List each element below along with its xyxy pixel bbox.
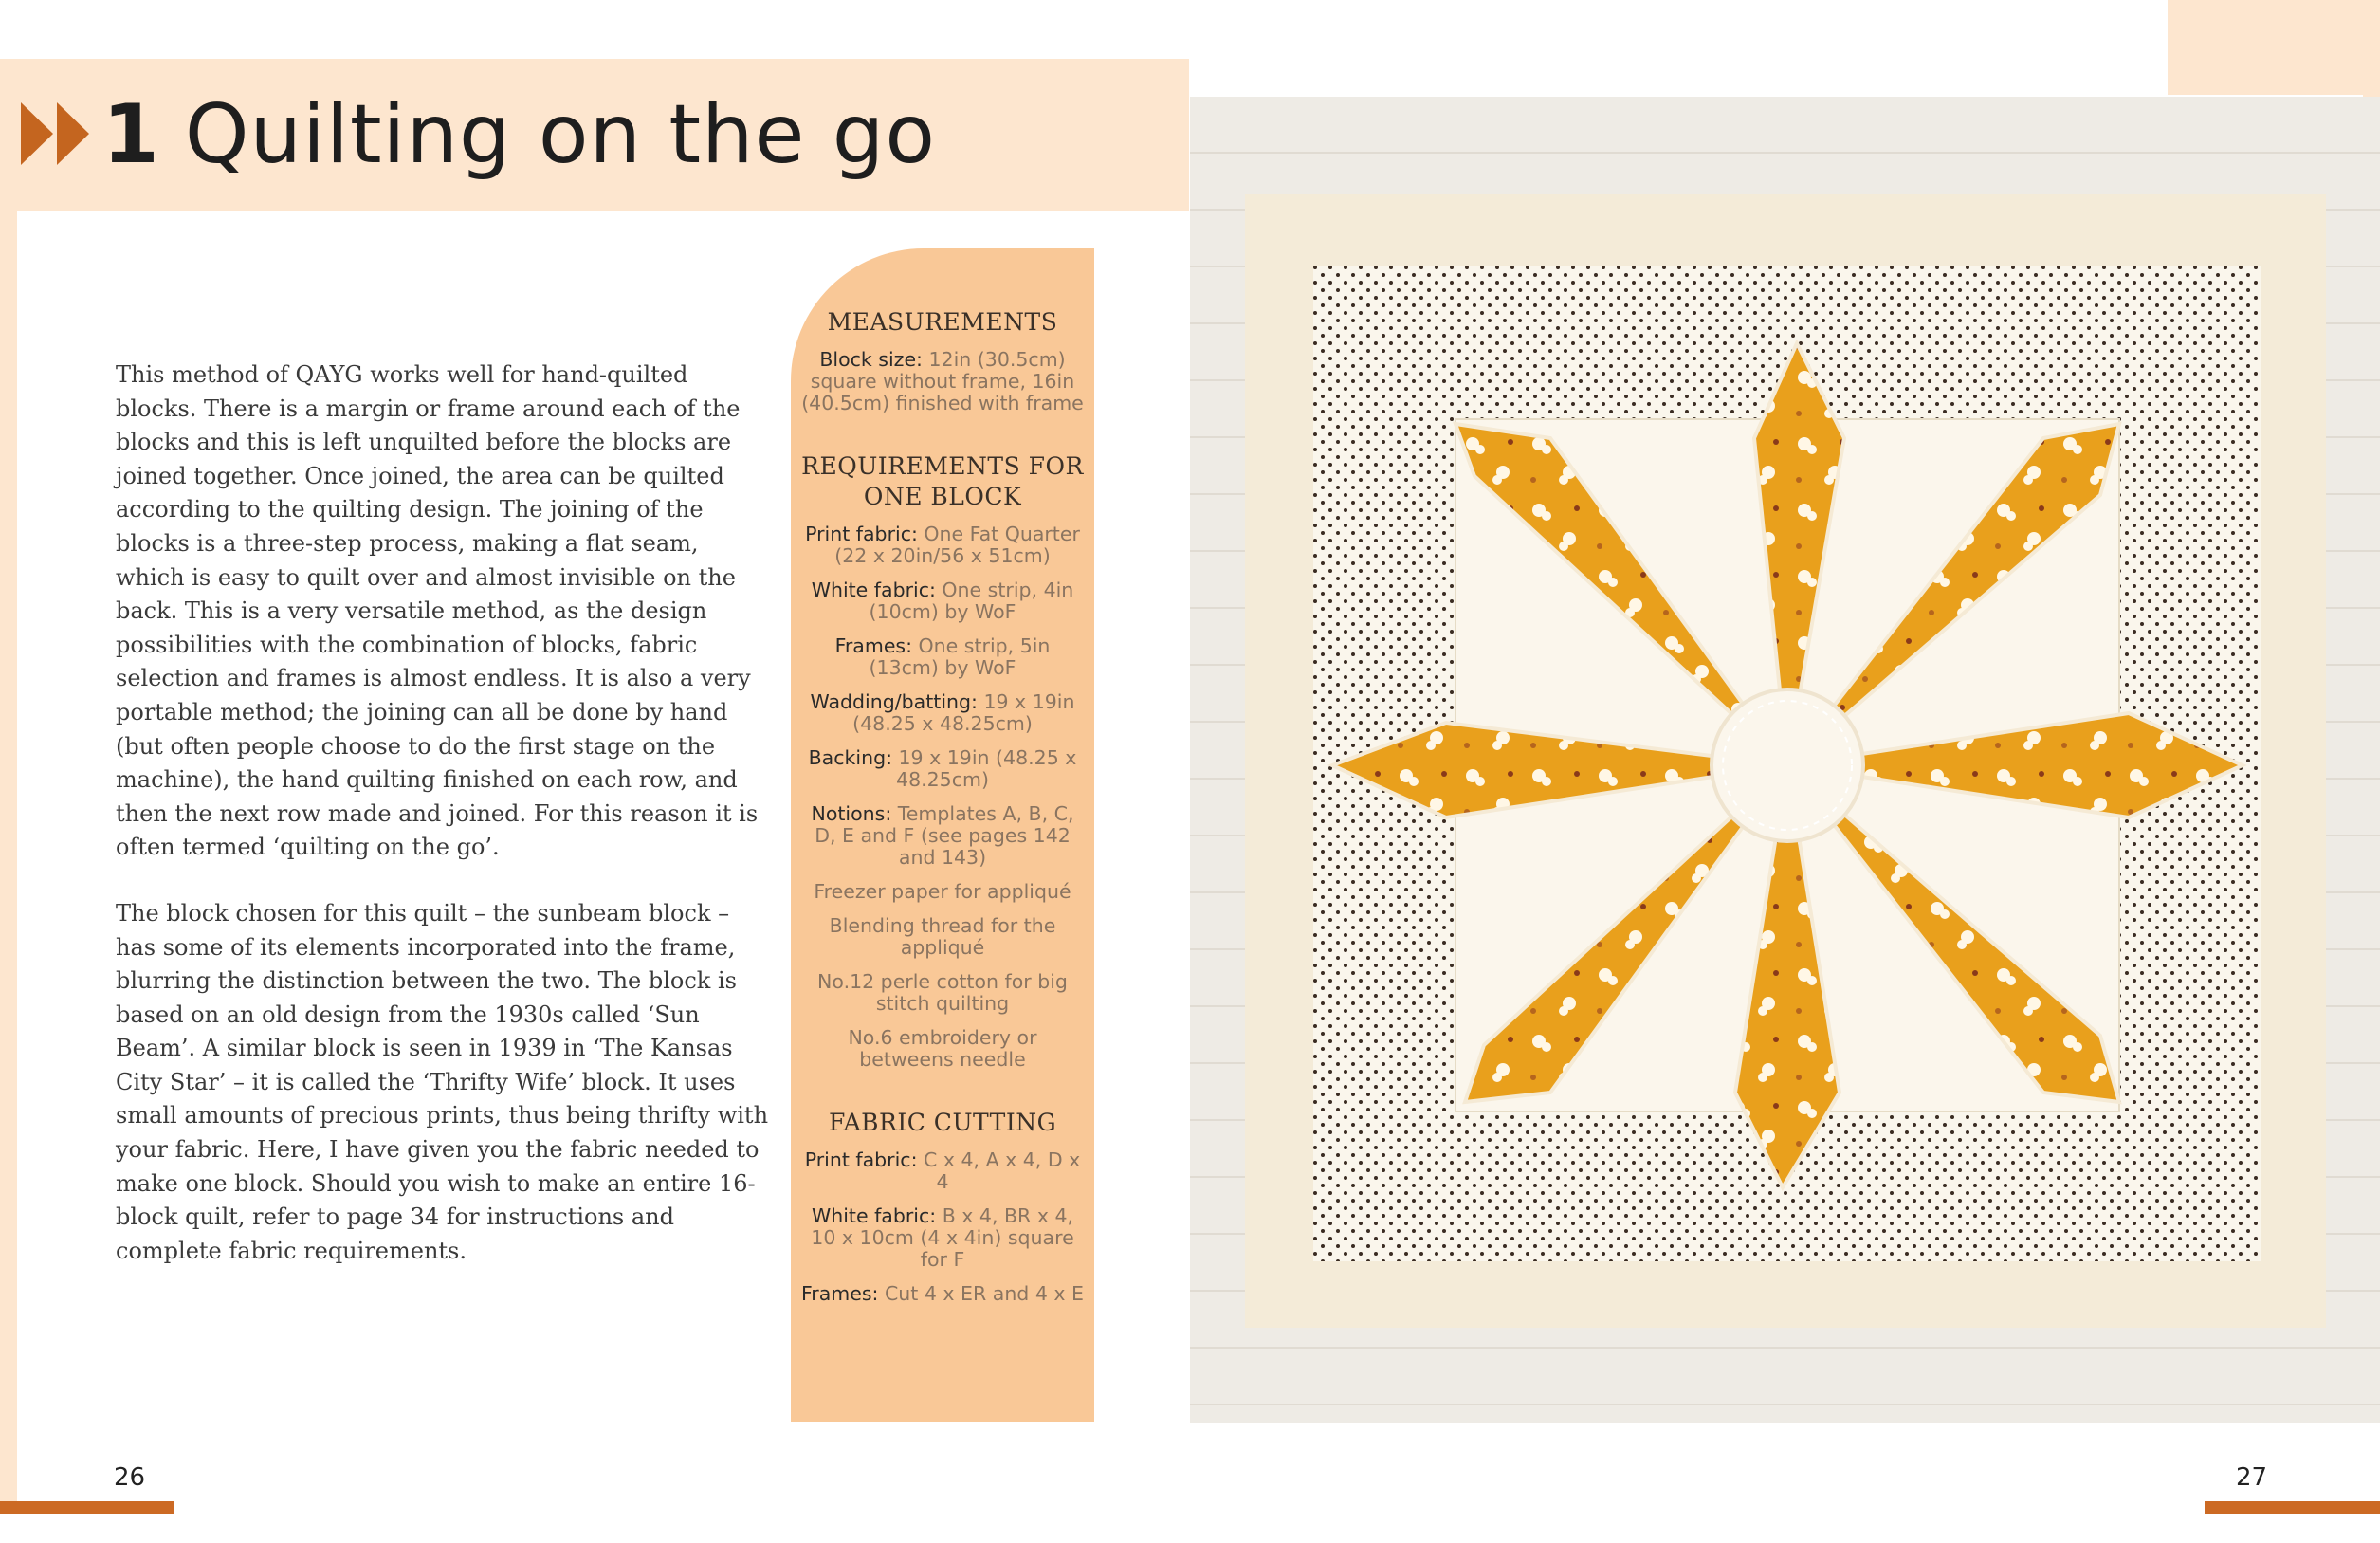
footer-bar-right — [2205, 1501, 2380, 1514]
item-value: 19 x 19in (48.25 x 48.25cm) — [892, 746, 1077, 791]
item-value: One strip, 5in (13cm) by WoF — [869, 634, 1051, 679]
item-label: Backing: — [808, 746, 892, 769]
item-label: Print fabric: — [804, 1148, 918, 1171]
item-value: 19 x 19in (48.25 x 48.25cm) — [852, 690, 1075, 735]
requirement-item — [800, 524, 1085, 567]
item-value: Cut 4 x ER and 4 x E — [878, 1282, 1084, 1305]
paragraph: This method of QAYG works well for hand-quilted blocks. There is a margin or frame around each of the blocks and this is left unquilted before the blocks are joined together. Once joined, the area can be quilted according to the quilting design. The joining of the blocks is a three-step process, making a flat seam, which is easy to quilt over and almost invisible on the back. This is a very versatile method, as the design possibilities with the combination of blocks, fabric selection and frames is almost endless. It is also a very portable method; the joining can all be done by hand (but often people choose to do the first stage on the machine), the hand quilting finished on each row, and then the next row made and joined. For this reason it is often termed ‘quilting on the go’. — [116, 361, 759, 861]
requirement-extra: Freezer paper for appliqué — [814, 880, 1071, 903]
measurements-heading: MEASUREMENTS — [827, 308, 1058, 336]
quilt-block-photo — [1190, 97, 2380, 1423]
requirement-item — [800, 691, 1085, 735]
item-label: Wadding/batting: — [810, 690, 978, 713]
item-label: Frames: — [800, 1282, 879, 1305]
item-label: White fabric: — [811, 1204, 937, 1227]
requirements-sidebar — [791, 248, 1094, 1422]
item-label: Notions: — [811, 802, 892, 825]
requirements-heading: REQUIREMENTS FOR ONE BLOCK — [801, 452, 1084, 510]
page-number-left: 26 — [114, 1463, 146, 1492]
paragraph: The block chosen for this quilt – the sunbeam block – has some of its elements incorporated into the frame, blurring the distinction between the two. The block is based on an old design from the 1930s called ‘Sun Beam’. A similar block is seen in 1939 in ‘The Kansas City Star’ – it is called the ‘Thrifty Wife’ block. It uses small amounts of precious prints, thus being thrifty with your fabric. Here, I have given you the fabric needed to make one block. Should you wish to make an entire 16-block quilt, refer to page 34 for instructions and complete fabric requirements. — [116, 899, 769, 1264]
requirement-extra: No.12 perle cotton for big stitch quilting — [817, 970, 1068, 1015]
left-margin-strip — [0, 59, 17, 1507]
chapter-number: 1 — [102, 87, 160, 182]
requirement-extra: No.6 embroidery or betweens needle — [848, 1026, 1037, 1071]
double-chevron-right-icon — [21, 102, 97, 165]
item-value: B x 4, BR x 4, 10 x 10cm (4 x 4in) square for F — [811, 1204, 1074, 1271]
item-value: One Fat Quarter (22 x 20in/56 x 51cm) — [834, 523, 1080, 567]
corner-accent — [2168, 0, 2380, 95]
cutting-heading: FABRIC CUTTING — [828, 1109, 1057, 1136]
page-number-right: 27 — [2236, 1463, 2268, 1492]
item-value: One strip, 4in (10cm) by WoF — [869, 579, 1074, 623]
requirement-item — [800, 803, 1085, 869]
item-label: Block size: — [819, 348, 923, 371]
cutting-item — [800, 1205, 1085, 1271]
item-value: 12in (30.5cm) square without frame, 16in (40.5cm) finished with frame — [801, 348, 1084, 414]
item-value: Templates A, B, C, D, E and F (see pages 142 and 143) — [815, 802, 1074, 869]
cutting-item — [800, 1149, 1085, 1193]
item-label: Frames: — [834, 634, 913, 657]
requirement-item — [800, 635, 1085, 679]
footer-bar-left — [0, 1501, 174, 1514]
requirement-item — [800, 747, 1085, 791]
page-title — [102, 80, 936, 190]
chapter-title: Quilting on the go — [184, 87, 937, 182]
requirement-extra: Blending thread for the appliqué — [829, 914, 1056, 959]
block-size-item — [800, 349, 1085, 414]
body-text — [116, 358, 770, 1300]
cutting-item — [800, 1283, 1085, 1305]
item-label: Print fabric: — [805, 523, 918, 545]
item-label: White fabric: — [811, 579, 936, 601]
item-value: C x 4, A x 4, D x 4 — [917, 1148, 1081, 1193]
requirement-item — [800, 579, 1085, 623]
